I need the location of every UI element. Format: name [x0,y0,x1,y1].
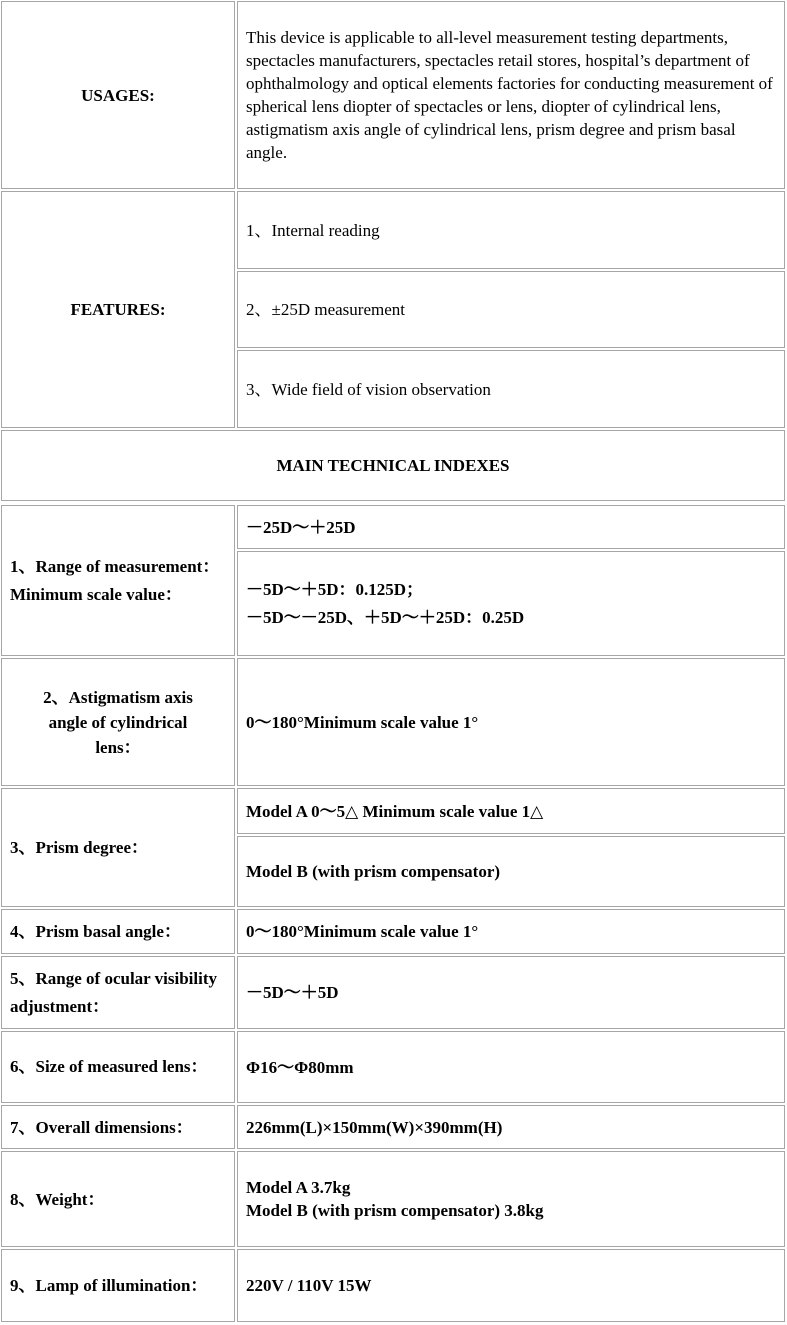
spec-value-cell [237,1031,785,1103]
feature-item-cell [237,191,785,269]
spec-label: 3、Prism degree： [10,838,149,857]
spec-value: Model A 0～5△ Minimum scale value 1△ [246,801,544,821]
usages-text-cell [237,1,785,189]
spec-value: －5D～－25D、＋5D～＋25D：0.25D [246,607,525,627]
spec-label-cell [1,505,235,656]
spec-value: －5D～＋5D [246,983,339,1002]
features-label-cell [1,191,235,428]
feature-item: 1、Internal reading [246,220,380,240]
spec-label-cell [1,1031,235,1103]
spec-value-cell [237,551,785,656]
spec-value-cell [237,1249,785,1322]
spec-value-cell [237,1105,785,1149]
spec-value-cell [237,909,785,954]
main-heading-cell [1,430,785,501]
spec-value: 0～180°Minimum scale value 1° [246,922,479,941]
spec-label: 6、Size of measured lens： [10,1057,208,1076]
usages-label: USAGES: [81,85,155,105]
spec-value: －5D～＋5D：0.125D； [246,579,424,599]
spec-label: 5、Range of ocular visibility adjustment： [10,968,217,1016]
spec-value-cell [237,788,785,834]
spec-value: 0～180°Minimum scale value 1° [246,712,479,732]
spec-label: 8、Weight： [10,1189,105,1209]
spec-value-cell [237,505,785,549]
feature-item-cell [237,350,785,428]
spec-value: Model B (with prism compensator) [246,862,501,881]
spec-value: 220V / 110V 15W [246,1276,372,1295]
spec-value: －25D～＋25D [246,517,356,537]
spec-label-cell [1,909,235,954]
feature-item: 2、±25D measurement [246,300,405,319]
spec-value: 226mm(L)×150mm(W)×390mm(H) [246,1117,503,1137]
spec-value-cell [237,836,785,907]
spec-value: Model A 3.7kg [246,1178,351,1197]
spec-label: 9、Lamp of illumination： [10,1275,208,1295]
spec-value-cell [237,658,785,786]
usages-text: This device is applicable to all-level measurement testing departments, spectacles manufacturers, spectacles retail stores, hospital’s department of ophthalmology and optical elements factories for conducting measurement of spherical lens diopter of spectacles or lens, diopter of cylindrical lens, astigmatism axis angle of cylindrical lens, prism degree and prism basal angle. [246,28,773,162]
spec-label: 1、Range of measurement：Minimum scale value： [10,556,220,604]
spec-value: Φ16～Φ80mm [246,1057,354,1077]
spec-label-cell [1,1249,235,1322]
features-label: FEATURES: [70,300,166,319]
spec-label-cell [1,1151,235,1247]
spec-value-cell [237,956,785,1029]
spec-label: 2、Astigmatism axis angle of cylindrical lens： [43,687,193,757]
usages-label-cell [1,1,235,189]
spec-label: 7、Overall dimensions： [10,1117,193,1137]
spec-value-cell [237,1151,785,1247]
spec-label-cell [1,956,235,1029]
feature-item: 3、Wide field of vision observation [246,379,491,399]
spec-label-cell [1,658,235,786]
spec-label-cell [1,788,235,907]
spec-label-cell [1,1105,235,1149]
spec-label: 4、Prism basal angle： [10,922,181,941]
spec-value: Model B (with prism compensator) 3.8kg [246,1201,544,1220]
main-technical-indexes-heading: MAIN TECHNICAL INDEXES [276,456,510,475]
feature-item-cell [237,271,785,348]
